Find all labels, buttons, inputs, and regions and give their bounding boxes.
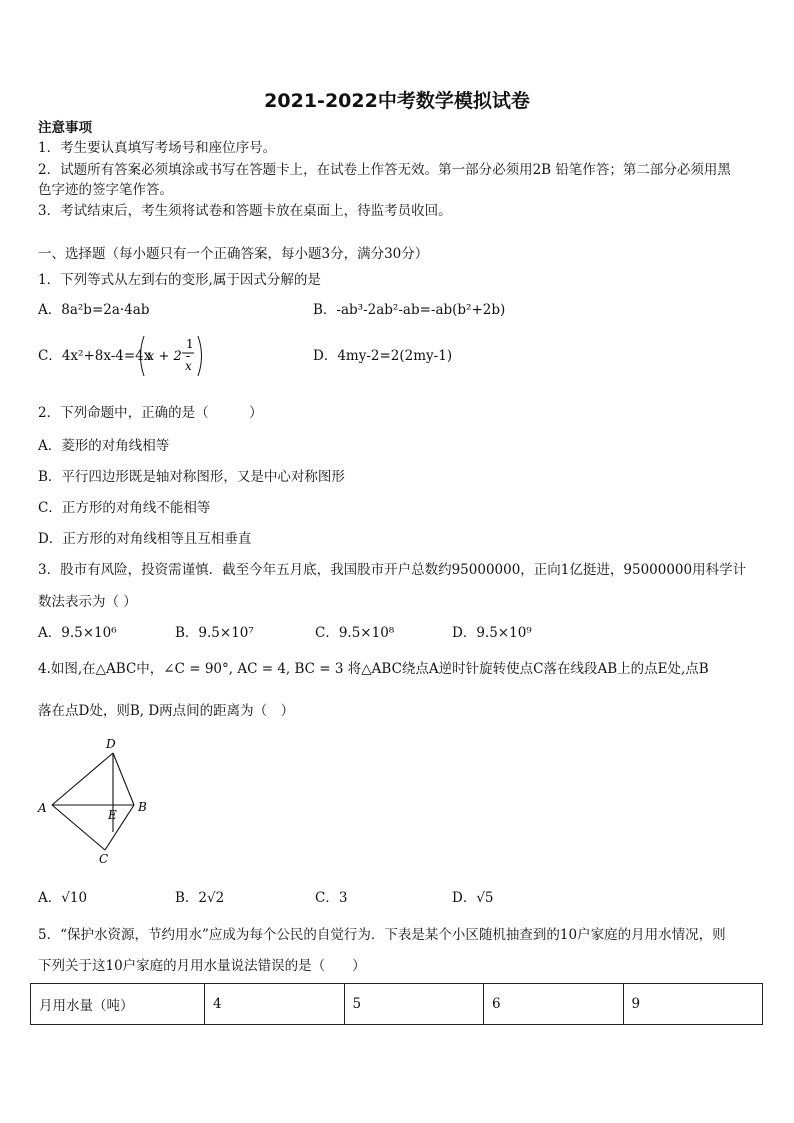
question-4-stem: 4.如图,在△ABC中，∠C = 90°, AC = 4, BC = 3 将△ABC绕点A逆时针旋转使点C落在线段AB上的点E处,点B — [38, 661, 709, 677]
question-2-option-d: D．正方形的对角线相等且互相垂直 — [38, 531, 252, 547]
question-4-option-c: C．3 — [315, 890, 348, 906]
question-4-option-a: A．√10 — [38, 890, 88, 906]
notice-item-3: 3．考试结束后，考生须将试卷和答题卡放在桌面上，待监考员收回。 — [38, 203, 452, 219]
question-1-option-a: A．8a²b=2a·4ab — [38, 302, 150, 318]
table-header-cell: 月用水量（吨） — [31, 984, 205, 1025]
question-1-stem: 1．下列等式从左到右的变形,属于因式分解的是 — [38, 272, 321, 288]
section-heading: 一、选择题（每小题只有一个正确答案，每小题3分，满分30分） — [38, 246, 429, 262]
point-b-label: B — [138, 800, 147, 814]
question-4-option-d: D．√5 — [452, 890, 494, 906]
question-1-option-c-fraction — [136, 334, 206, 378]
question-3-option-c: C．9.5×10⁸ — [315, 625, 395, 641]
table-cell: 5 — [344, 984, 484, 1025]
question-3-option-d: D．9.5×10⁹ — [452, 625, 532, 641]
notice-item-2-cont: 色字迹的签字笔作答。 — [38, 182, 173, 198]
question-1-option-b: B．-ab³-2ab²-ab=-ab(b²+2b) — [313, 302, 506, 318]
question-2-option-c: C．正方形的对角线不能相等 — [38, 500, 211, 516]
question-3-stem-cont: 数法表示为（ ） — [38, 594, 137, 610]
table-cell: 6 — [484, 984, 624, 1025]
table-row — [31, 984, 763, 1025]
page-title: 2021-2022中考数学模拟试卷 — [264, 90, 530, 112]
point-d-label: D — [106, 737, 116, 751]
point-c-label: C — [99, 852, 109, 866]
question-2-option-b: B．平行四边形既是轴对称图形，又是中心对称图形 — [38, 469, 345, 485]
notice-item-1: 1．考生要认真填写考场号和座位序号。 — [38, 140, 277, 156]
triangle-rotation-diagram — [30, 732, 170, 872]
question-1-option-c-inner: x + 2 - — [147, 349, 191, 364]
table-cell: 4 — [205, 984, 345, 1025]
question-1-option-c-den: x — [185, 359, 192, 373]
question-3-stem: 3．股市有风险，投资需谨慎．截至今年五月底，我国股市开户总数约95000000，正向1亿挺进，95000000用科学计 — [38, 562, 747, 578]
question-1-option-c-prefix: C．4x²+8x-4=4x — [38, 348, 152, 364]
notice-item-2: 2．试题所有答案必须填涂或书写在答题卡上，在试卷上作答无效。第一部分必须用2B 铅笔作答；第二部分必须用黑 — [38, 162, 731, 178]
question-2-stem: 2．下列命题中，正确的是（ ） — [38, 405, 263, 421]
table-cell: 9 — [623, 984, 763, 1025]
water-usage-table — [30, 983, 763, 1025]
question-3-option-b: B．9.5×10⁷ — [175, 625, 254, 641]
question-2-option-a: A．菱形的对角线相等 — [38, 438, 170, 454]
question-4-stem-cont: 落在点D处，则B, D两点间的距离为（ ） — [38, 703, 295, 719]
question-3-option-a: A．9.5×10⁶ — [38, 625, 117, 641]
question-4-option-b: B．2√2 — [175, 890, 225, 906]
question-1-option-d: D．4my-2=2(2my-1) — [313, 348, 453, 364]
question-1-option-c-num: 1 — [186, 337, 194, 351]
notice-heading: 注意事项 — [38, 120, 92, 136]
question-5-stem: 5．“保护水资源，节约用水”应成为每个公民的自觉行为．下表是某个小区随机抽查到的10户家庭的月用水情况，则 — [38, 927, 726, 943]
point-a-label: A — [38, 801, 47, 815]
point-e-label: E — [108, 808, 117, 822]
question-5-stem-cont: 下列关于这10户家庭的月用水量说法错误的是（ ） — [38, 958, 366, 974]
